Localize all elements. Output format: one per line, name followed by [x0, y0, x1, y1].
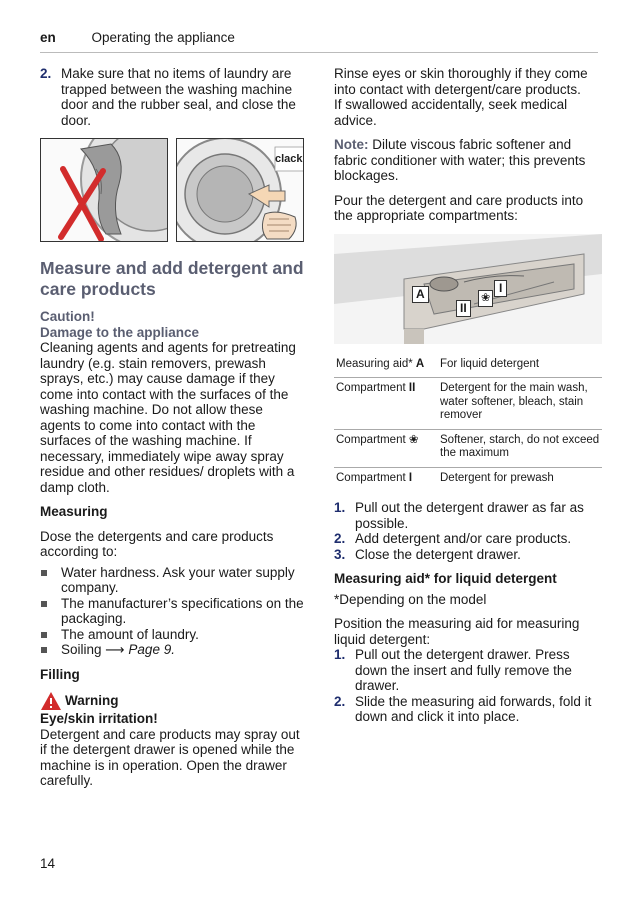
list-item: The manufacturer’s specifications on the packaging.: [40, 596, 304, 627]
measuring-title: Measuring: [40, 504, 108, 519]
warning-subtitle: Eye/skin irritation!: [40, 711, 158, 726]
table-row: Compartment I Detergent for prewash: [336, 471, 554, 484]
warning-text: Detergent and care products may spray out if the detergent drawer is opened while the machine is in operation. Open the drawer carefully.: [40, 726, 300, 788]
warning-triangle-icon: [40, 691, 62, 711]
measuring-intro: Dose the detergents and care products according to:: [40, 528, 274, 559]
compartment-a-label: A: [412, 286, 429, 303]
figure-close-door: [176, 138, 304, 242]
measuring-aid-title: Measuring aid* for liquid detergent: [334, 571, 557, 586]
page-header: [40, 30, 235, 45]
clack-label: clack: [275, 153, 303, 165]
step-number: 2.: [40, 66, 52, 81]
door-figures: [40, 138, 304, 242]
figure-wrong-laundry-trapped: [40, 138, 168, 242]
model-note: *Depending on the model: [334, 591, 487, 607]
page-number: 14: [40, 856, 56, 871]
list-item: Soiling ⟶ Page 9.: [40, 642, 304, 658]
language-code: en: [40, 30, 56, 45]
header-divider: [40, 52, 598, 53]
softener-symbol-icon: ❀: [408, 433, 419, 446]
bullet-icon: [40, 627, 61, 643]
table-row: Compartment II Detergent for the main wash, water softener, bleach, stain remover: [334, 378, 602, 430]
step-item: 1. Pull out the detergent drawer as far as possible.: [334, 500, 584, 531]
step-item: 3. Close the detergent drawer.: [334, 546, 521, 562]
compartment-table: [334, 354, 602, 492]
section-heading: Measure and add detergent and care products: [40, 258, 304, 299]
softener-icon: ❀: [478, 290, 493, 307]
note: [334, 137, 602, 184]
bullet-icon: [40, 642, 61, 658]
warning-title: Warning: [40, 691, 304, 711]
bullet-icon: [40, 596, 61, 627]
swallow-text: If swallowed accidentally, seek medical advice.: [334, 97, 568, 128]
section-title: Operating the appliance: [91, 30, 235, 45]
step-item: 2. Add detergent and/or care products.: [334, 531, 572, 546]
measuring-aid-intro: Position the measuring aid for measuring liquid detergent:: [334, 616, 580, 647]
step-item: [40, 66, 304, 128]
pour-text: Pour the detergent and care products into the appropriate compartments:: [334, 192, 584, 223]
rinse-text: Rinse eyes or skin thoroughly if they come into contact with detergent/care products.: [334, 66, 588, 97]
step-item: 2. Slide the measuring aid forwards, fold it down and click it into place.: [334, 693, 592, 724]
detergent-drawer-figure: [334, 234, 602, 344]
caution-subtitle: Damage to the appliance: [40, 324, 200, 340]
table-row: Compartment ❀ Softener, starch, do not exceed the maximum: [334, 429, 602, 467]
filling-title: Filling: [40, 666, 80, 682]
table-row: Measuring aid* A For liquid detergent: [334, 354, 602, 378]
note-text: Dilute viscous fabric softener and fabric conditioner with water; this prevents blockages.: [334, 137, 586, 183]
note-label: Note:: [334, 137, 369, 152]
compartment-i-label: I: [494, 280, 507, 297]
arrow-right-icon: ⟶: [105, 642, 125, 657]
right-column: [334, 66, 602, 725]
caution-title: Caution!: [40, 309, 95, 324]
step-text: Make sure that no items of laundry are trapped between the washing machine door and the rubber seal, and close the door.: [61, 66, 296, 128]
step-item: 1. Pull out the detergent drawer. Press down the insert and fully remove the drawer.: [334, 647, 572, 693]
page-reference-link[interactable]: Page 9.: [128, 642, 175, 657]
compartment-ii-label: II: [456, 300, 471, 317]
caution-text: Cleaning agents and agents for pretreating laundry (e.g. stain removers, prewash sprays, etc.) may cause damage if they come into contact with the surfaces of the washing machine. Do not allow these agents to come into contact with the surfaces of the washing machine. If necessary, immediately wipe away spray residue and other residues/ droplets with a damp cloth.: [40, 340, 296, 495]
bullet-icon: [40, 565, 61, 596]
list-item: Water hardness. Ask your water supply company.: [40, 565, 304, 596]
list-item: The amount of laundry.: [40, 627, 304, 643]
left-column: [40, 66, 304, 789]
